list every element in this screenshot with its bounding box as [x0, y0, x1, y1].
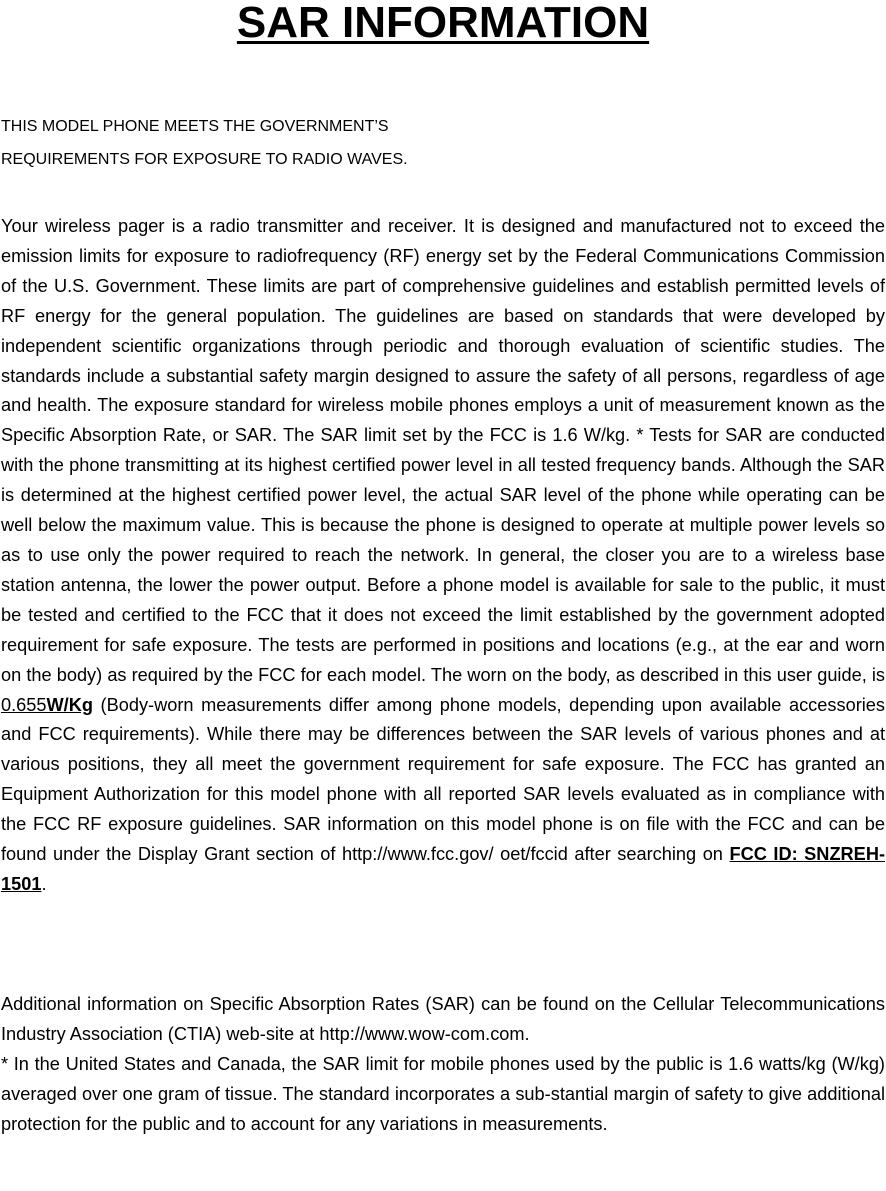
body-text-after-value: (Body-worn measurements differ among phone models, depending upon available accessories and FCC requirements). While there may be differences between the SAR levels of various phones and at various positions, they all meet the government requirement for safe exposure. The FCC has granted an Equipment Authorization for this model phone with all reported SAR levels evaluated as in compliance with the FCC RF exposure guidelines. SAR information on this model phone is on file with the FCC and can be found under the Display Grant section of http://www.fcc.gov/ oet/fccid after searching on — [1, 694, 885, 865]
sar-body-paragraph — [1, 212, 885, 900]
intro-line-1: THIS MODEL PHONE MEETS THE GOVERNMENT’S — [1, 118, 389, 135]
sar-value-number: 0.655 — [1, 694, 47, 715]
additional-text: Additional information on Specific Absorption Rates (SAR) can be found on the Cellular Telecommunications Industry Association (CTIA) web-site at http://www.wow-com.com. — [1, 994, 885, 1044]
intro-line-2: REQUIREMENTS FOR EXPOSURE TO RADIO WAVES. — [1, 151, 408, 168]
additional-info-paragraph — [1, 990, 885, 1140]
sar-value — [1, 695, 93, 715]
sar-value-unit: W/Kg — [46, 694, 93, 715]
page-title: SAR INFORMATION — [236, 0, 650, 47]
fcc-id-suffix: . — [41, 873, 47, 894]
fcc-id: FCC ID: SNZREH-1501 — [1, 844, 886, 894]
sar-footnote: * In the United States and Canada, the SAR limit for mobile phones used by the public is 1.6 watts/kg (W/kg) averaged over one gram of tissue. The standard incorporates a sub-stantial margin of safety to give additional protection for the public and to account for any variations in measurements. — [1, 1053, 885, 1134]
body-text-before-value: Your wireless pager is a radio transmitter and receiver. It is designed and manufactured not to exceed the emission limits for exposure to radiofrequency (RF) energy set by the Federal Communications Commission of the U.S. Government. These limits are part of comprehensive guidelines and establish permitted levels of RF energy for the general population. The guidelines are based on standards that were developed by independent scientific organizations through periodic and thorough evaluation of scientific studies. The standards include a substantial safety margin designed to assure the safety of all persons, regardless of age and health. The exposure standard for wireless mobile phones employs a unit of measurement known as the Specific Absorption Rate, or SAR. The SAR limit set by the FCC is 1.6 W/kg. * Tests for SAR are conducted with the phone transmitting at its highest certified power level in all tested frequency bands. Although the SAR is determined at the highest certified power level, the actual SAR level of the phone while operating can be well below the maximum value. This is because the phone is designed to operate at multiple power levels so as to use only the power required to reach the network. In general, the closer you are to a wireless base station antenna, the lower the power output. Before a phone model is available for sale to the public, it must be tested and certified to the FCC that it does not exceed the limit established by the government adopted requirement for safe exposure. The tests are performed in positions and locations (e.g., at the ear and worn on the body) as required by the FCC for each model. The worn on the body, as described in this user guide, is — [1, 216, 885, 685]
